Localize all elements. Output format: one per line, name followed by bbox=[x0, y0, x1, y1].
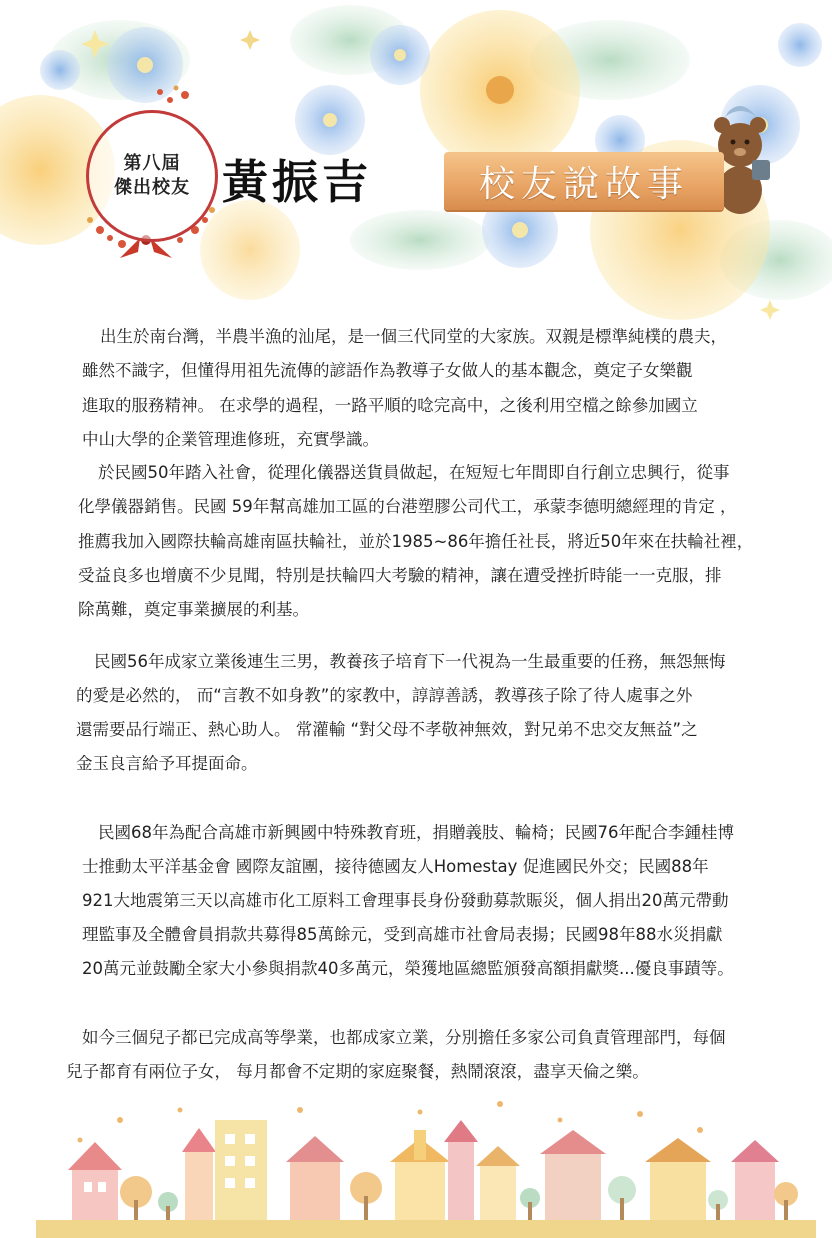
alumni-badge bbox=[86, 110, 218, 242]
paragraph-4-line-3: 921大地震第三天以高雄市化工原料工會理事長身份發動募款賑災，個人捐出20萬元帶動 bbox=[82, 891, 729, 910]
paragraph-2-line-3: 推薦我加入國際扶輪高雄南區扶輪社，並於1985~86年擔任社長，將近50年來在扶輪社裡， bbox=[78, 532, 754, 551]
paragraph-4-line-4: 理監事及全體會員捐款共募得85萬餘元，受到高雄市社會局表揚；民國98年88水災捐獻 bbox=[82, 925, 723, 944]
paragraph-3-line-1: 民國56年成家立業後連生三男，教養孩子培育下一代視為一生最重要的任務，無怨無悔 bbox=[94, 652, 726, 671]
paragraph-2-line-4: 受益良多也增廣不少見聞，特別是扶輪四大考驗的精神，讓在遭受挫折時能一一克服，排 bbox=[78, 566, 722, 585]
town-illustration bbox=[0, 1090, 832, 1238]
paragraph-1-line-4: 中山大學的企業管理進修班，充實學識。 bbox=[82, 430, 379, 449]
paragraph-3-line-2: 的愛是必然的， 而“言教不如身教”的家教中，諄諄善誘，教導孩子除了待人處事之外 bbox=[76, 686, 693, 705]
paragraph-2-line-1: 於民國50年踏入社會，從理化儀器送貨員做起，在短短七年間即自行創立忠興行，從事 bbox=[98, 463, 730, 482]
paragraph-5-line-1: 如今三個兒子都已完成高等學業，也都成家立業，分別擔任多家公司負責管理部門，每個 bbox=[82, 1028, 726, 1047]
badge-session: 第八屆 bbox=[123, 153, 181, 174]
paragraph-4-line-1: 民國68年為配合高雄市新興國中特殊教育班，捐贈義肢、輪椅；民國76年配合李鍾桂博 bbox=[98, 823, 734, 842]
paragraph-4-line-2: 士推動太平洋基金會 國際友誼團，接待德國友人Homestay 促進國民外交；民國88年 bbox=[82, 857, 709, 876]
paragraph-5-line-2: 兒子都育有兩位子女， 每月都會不定期的家庭聚餐，熱鬧滾滾，盡享天倫之樂。 bbox=[66, 1062, 649, 1081]
badge-title: 傑出校友 bbox=[114, 177, 190, 198]
paragraph-1-line-2: 雖然不識字，但懂得用祖先流傳的諺語作為教導子女做人的基本觀念，奠定子女樂觀 bbox=[82, 361, 693, 380]
paragraph-3-line-4: 金玉良言給予耳提面命。 bbox=[76, 754, 258, 773]
footer-decoration bbox=[0, 1090, 832, 1238]
person-name: 黃振吉 bbox=[222, 155, 372, 209]
paragraph-2-line-2: 化學儀器銷售。民國 59年幫高雄加工區的台港塑膠公司代工，承蒙李德明總經理的肯定 ， bbox=[78, 497, 737, 516]
wooden-sign bbox=[444, 152, 724, 210]
paragraph-3-line-3: 還需要品行端正、熱心助人。 常灌輸 “對父母不孝敬神無效，對兄弟不忠交友無益”之 bbox=[76, 720, 698, 739]
paragraph-2-line-5: 除萬難，奠定事業擴展的利基。 bbox=[78, 600, 309, 619]
sign-title: 校友說故事 bbox=[478, 163, 689, 205]
paragraph-4-line-5: 20萬元並鼓勵全家大小參與捐款40多萬元，榮獲地區總監頒發高額捐獻獎...優良事蹟等。 bbox=[82, 959, 734, 978]
paragraph-1-line-3: 進取的服務精神。 在求學的過程，一路平順的唸完高中，之後利用空檔之餘參加國立 bbox=[82, 396, 698, 415]
paragraph-1-line-1: 出生於南台灣，半農半漁的汕尾，是一個三代同堂的大家族。双親是標準純樸的農夫， bbox=[100, 327, 727, 346]
